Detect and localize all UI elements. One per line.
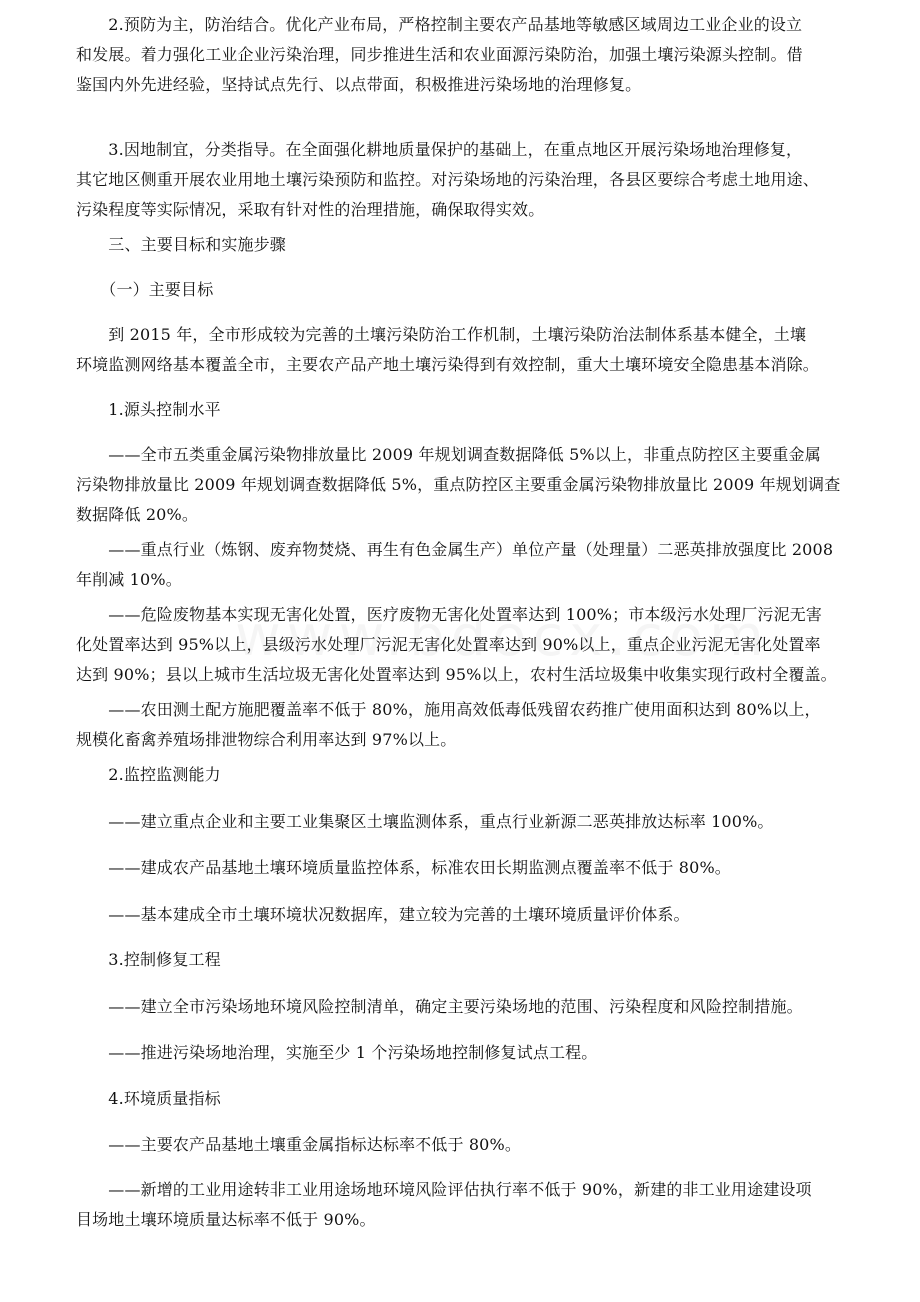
text-line: ——主要农产品基地土壤重金属指标达标率不低于 80%。	[76, 1135, 521, 1154]
text-line: ——建立全市污染场地环境风险控制清单，确定主要污染场地的范围、污染程度和风险控制措施。	[76, 997, 803, 1016]
paragraph	[76, 945, 882, 975]
text-line: （一）主要目标	[76, 280, 214, 299]
paragraph	[76, 695, 882, 755]
paragraph	[76, 1038, 882, 1068]
text-line: 到 2015 年，全市形成较为完善的土壤污染防治工作机制，土壤污染防治法制体系基本健全，土壤	[76, 325, 807, 344]
text-line: ——新增的工业用途转非工业用途场地环境风险评估执行率不低于 90%，新建的非工业用途建设项	[76, 1180, 812, 1199]
text-line: ——全市五类重金属污染物排放量比 2009 年规划调查数据降低 5%以上，非重点防控区主要重金属	[76, 445, 821, 464]
paragraph	[76, 1084, 882, 1114]
paragraph	[76, 853, 882, 883]
paragraph	[76, 1130, 882, 1160]
text-line: 三、主要目标和实施步骤	[76, 235, 286, 254]
paragraph	[76, 230, 882, 260]
paragraph	[76, 535, 882, 595]
paragraph	[76, 275, 882, 305]
text-line: 规模化畜禽养殖场排泄物综合利用率达到 97%以上。	[76, 730, 457, 749]
text-line: 达到 90%；县以上城市生活垃圾无害化处置率达到 95%以上，农村生活垃圾集中收集实现行政村全覆盖。	[76, 665, 837, 684]
text-line: ——危险废物基本实现无害化处置，医疗废物无害化处置率达到 100%；市本级污水处理厂污泥无害	[76, 605, 823, 624]
text-line: 2.监控监测能力	[76, 765, 221, 784]
text-line: 3.因地制宜，分类指导。在全面强化耕地质量保护的基础上，在重点地区开展污染场地治理修复，	[76, 140, 803, 159]
text-line: 鉴国内外先进经验，坚持试点先行、以点带面，积极推进污染场地的治理修复。	[76, 75, 642, 94]
text-line: 年削减 10%。	[76, 570, 182, 589]
text-line: ——建成农产品基地土壤环境质量监控体系，标准农田长期监测点覆盖率不低于 80%。	[76, 858, 731, 877]
paragraph	[76, 440, 882, 530]
paragraph	[76, 900, 882, 930]
paragraph	[76, 135, 882, 225]
text-line: ——农田测土配方施肥覆盖率不低于 80%，施用高效低毒低残留农药推广使用面积达到 80%以上，	[76, 700, 821, 719]
paragraph	[76, 395, 882, 425]
paragraph	[76, 10, 882, 100]
text-line: 数据降低 20%。	[76, 505, 198, 524]
text-line: 1.源头控制水平	[76, 400, 221, 419]
paragraph	[76, 1175, 882, 1235]
text-line: 化处置率达到 95%以上，县级污水处理厂污泥无害化处置率达到 90%以上，重点企业污泥无害化处置率	[76, 635, 821, 654]
text-line: 环境监测网络基本覆盖全市，主要农产品产地土壤污染得到有效控制，重大土壤环境安全隐患基本消除。	[76, 355, 819, 374]
text-line: 污染物排放量比 2009 年规划调查数据降低 5%，重点防控区主要重金属污染物排放量比 2009 年规划调查	[76, 475, 841, 494]
text-line: 目场地土壤环境质量达标率不低于 90%。	[76, 1210, 376, 1229]
text-line: ——建立重点企业和主要工业集聚区土壤监测体系，重点行业新源二恶英排放达标率 100%。	[76, 812, 774, 831]
text-line: 污染程度等实际情况，采取有针对性的治理措施，确保取得实效。	[76, 200, 545, 219]
text-line: 4.环境质量指标	[76, 1089, 221, 1108]
text-line: 和发展。着力强化工业企业污染治理，同步推进生活和农业面源污染防治，加强土壤污染源头控制。借	[76, 45, 803, 64]
paragraph	[76, 600, 882, 690]
text-line: 3.控制修复工程	[76, 950, 221, 969]
text-line: ——推进污染场地治理，实施至少 1 个污染场地控制修复试点工程。	[76, 1043, 598, 1062]
paragraph	[76, 807, 882, 837]
paragraph	[76, 320, 882, 380]
text-line: 2.预防为主，防治结合。优化产业布局，严格控制主要农产品基地等敏感区域周边工业企业的设立	[76, 15, 803, 34]
paragraph	[76, 992, 882, 1022]
text-line: 其它地区侧重开展农业用地土壤污染预防和监控。对污染场地的污染治理，各县区要综合考虑土地用途、	[76, 170, 819, 189]
text-line: ——基本建成全市土壤环境状况数据库，建立较为完善的土壤环境质量评价体系。	[76, 905, 690, 924]
text-line: ——重点行业（炼钢、废弃物焚烧、再生有色金属生产）单位产量（处理量）二恶英排放强度比 2008	[76, 540, 834, 559]
paragraph	[76, 760, 882, 790]
